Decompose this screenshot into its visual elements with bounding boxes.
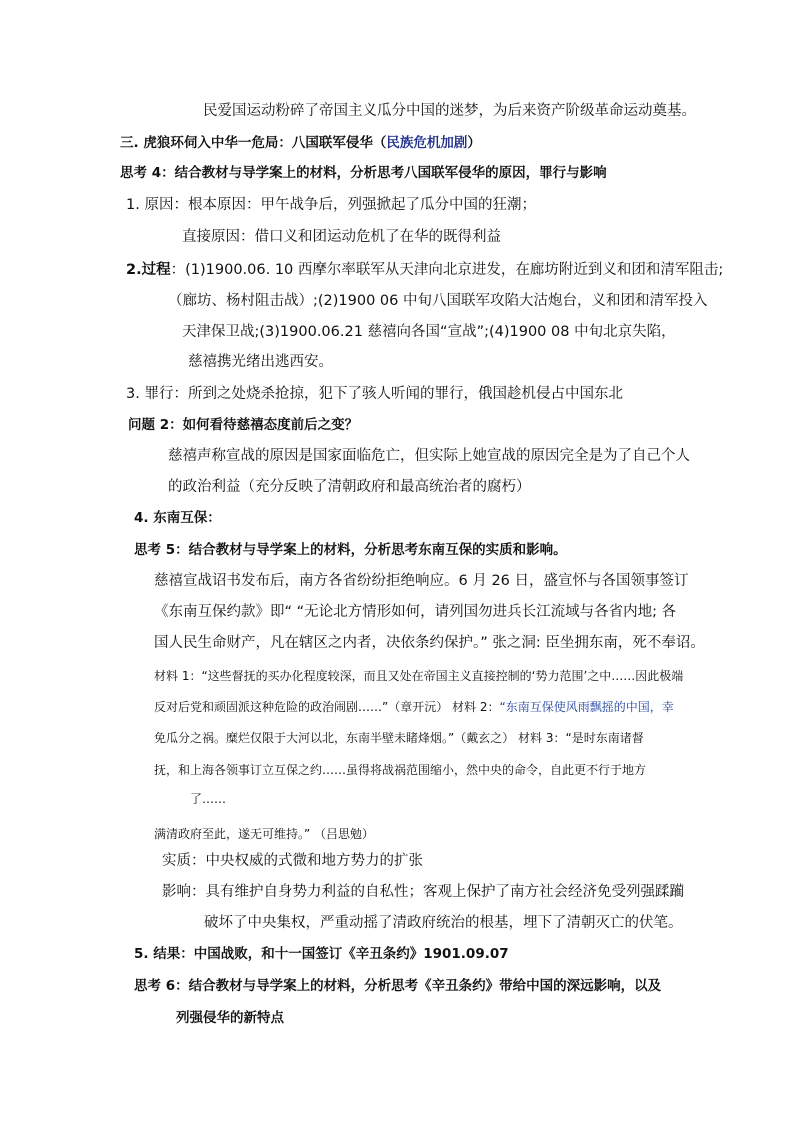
material-3-line-3: 了…… — [190, 792, 227, 806]
section-heading-text: 三. 虎狼环伺入中华一危局：八国联军侵华（ — [120, 135, 387, 151]
impact-line-2: 破坏了中央集权，严重动摇了清政府统治的根基，埋下了清朝灭亡的伏笔。 — [204, 915, 683, 931]
essence-line: 实质：中央权威的式微和地方势力的扩张 — [162, 853, 423, 869]
material-3-line-2: 抚，和上海各领事订立互保之约……虽得将战祸范围缩小，然中央的命令，自此更不行于地方 — [154, 763, 647, 777]
impact-line-1: 影响：具有维护自身势力利益的自私性；客观上保护了南方社会经济免受列强蹂躏 — [162, 884, 684, 900]
mutual-protection-text-2: 《东南互保约款》即“ “无论北方情形如何，请列国勿进兵长江流域与各省内地; 各 — [154, 604, 677, 620]
material-1-line-2: 反对后党和顽固派这种危险的政治闹剧……”（章开沅） 材料 2： — [154, 700, 500, 714]
atrocities-line: 3. 罪行：所到之处烧杀抢掠，犯下了骇人听闻的罪行，俄国趁机侵占中国东北 — [126, 386, 623, 402]
section-heading-eight-nation-alliance — [120, 134, 481, 152]
section-heading-close: ） — [467, 135, 481, 151]
mutual-protection-text-1: 慈禧宣战诏书发布后，南方各省纷纷拒绝响应。6 月 26 日，盛宣怀与各国领事签订 — [154, 573, 689, 589]
process-line-1 — [126, 261, 723, 279]
question-6-line-1: 思考 6：结合教材与导学案上的材料，分析思考《辛丑条约》带给中国的深远影响，以及 — [134, 978, 662, 994]
material-2-3-line: 免瓜分之祸。糜烂仅限于大河以北，东南半壁未睹烽烟。”（戴玄之） 材料 3：“是时东南诸督 — [154, 731, 644, 745]
material-1-2-line — [154, 698, 674, 716]
question-2: 问题 2：如何看待慈禧态度前后之变？ — [128, 417, 359, 433]
answer-2-line-2: 的政治利益（充分反映了清朝政府和最高统治者的腐朽） — [168, 479, 531, 495]
question-5: 思考 5：结合教材与导学案上的材料，分析思考东南互保的实质和影响。 — [134, 542, 567, 558]
material-3-line-4: 满清政府至此，遂无可维持。” （吕思勉） — [154, 827, 375, 841]
national-crisis-label: 民族危机加剧 — [386, 135, 468, 151]
process-line-4: 慈禧携光绪出逃西安。 — [188, 354, 333, 370]
cause-root: 1. 原因：根本原因：甲午战争后，列强掀起了瓜分中国的狂潮； — [126, 197, 536, 213]
answer-2-line-1: 慈禧声称宣战的原因是国家面临危亡，但实际上她宣战的原因完全是为了自己个人 — [168, 448, 690, 464]
process-line-2: （廊坊、杨村阻击战）;(2)1900 06 中旬八国联军攻陷大沽炮台，义和团和清军投入 — [168, 293, 708, 309]
cause-direct: 直接原因：借口义和团运动危机了在华的既得利益 — [182, 229, 501, 245]
mutual-protection-text-3: 国人民生命财产，凡在辖区之内者，决依条约保护。” 张之洞: 臣坐拥东南，死不奉诏。 — [154, 635, 705, 651]
question-6-line-2: 列强侵华的新特点 — [176, 1010, 284, 1026]
material-1-line-1: 材料 1：“这些督抚的买办化程度较深，而且又处在帝国主义直接控制的‘势力范围’之中……因此极端 — [154, 669, 684, 683]
process-text-1: ：(1)1900.06. 10 西摩尔率联军从天津向北京进发，在廊坊附近到义和团和清军阻击; — [170, 262, 724, 278]
southeast-mutual-protection-heading: 4. 东南互保： — [134, 510, 221, 526]
result-line: 5. 结果：中国战败，和十一国签订《辛丑条约》1901.09.07 — [134, 946, 509, 962]
text-line-patriotic-movement: 民爱国运动粉碎了帝国主义瓜分中国的迷梦，为后来资产阶级革命运动奠基。 — [203, 103, 696, 119]
question-4: 思考 4：结合教材与导学案上的材料，分析思考八国联军侵华的原因，罪行与影响 — [120, 165, 607, 181]
process-line-3: 天津保卫战;(3)1900.06.21 慈禧向各国“宣战”;(4)1900 08 中旬北京失陷， — [182, 324, 676, 340]
process-label: 2.过程 — [126, 262, 171, 278]
material-2-quote-start: “东南互保使风雨飘摇的中国，幸 — [499, 700, 674, 714]
